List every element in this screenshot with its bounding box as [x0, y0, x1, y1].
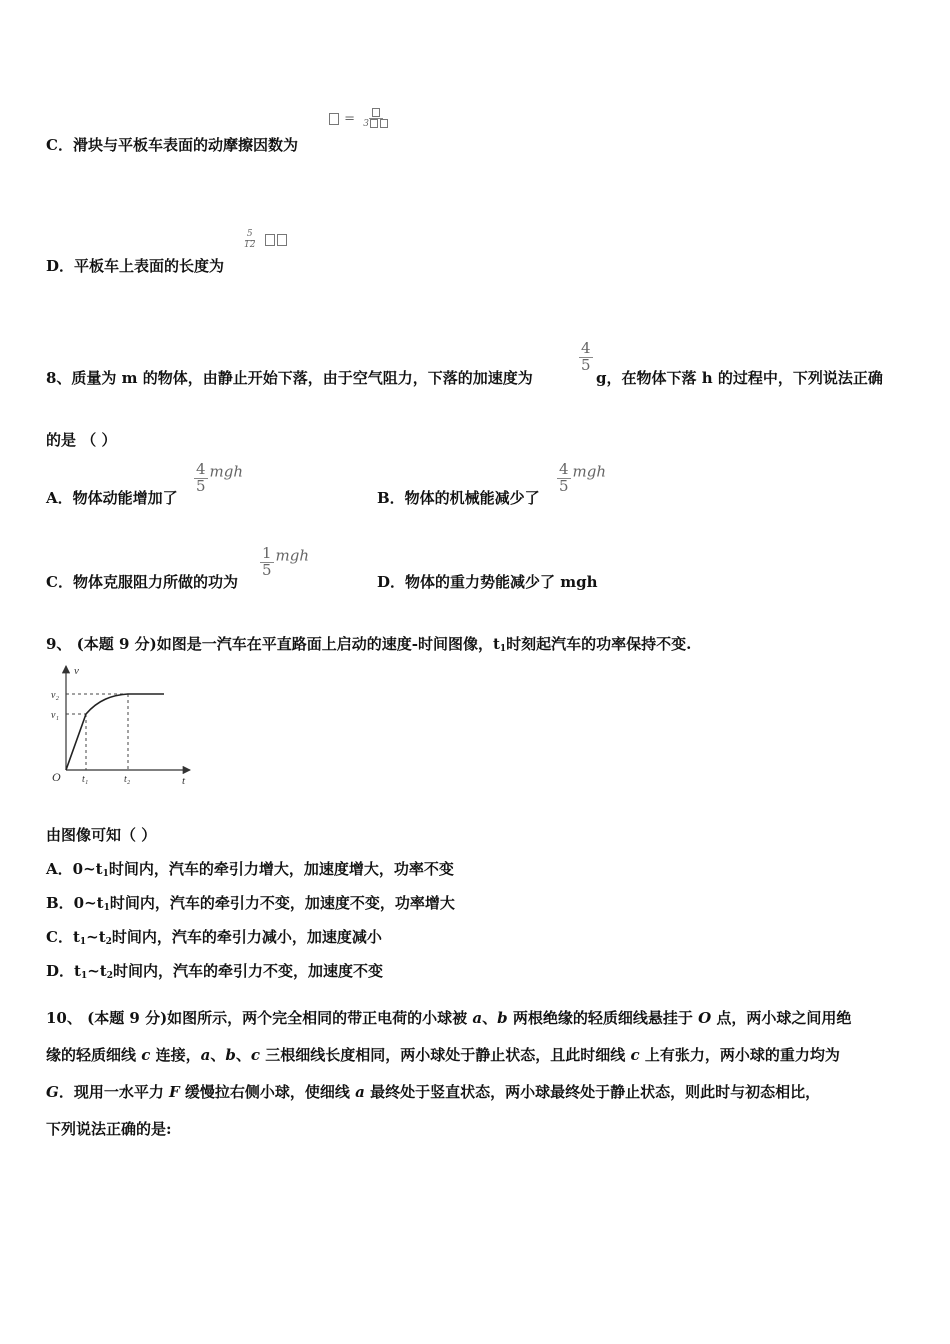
- q7-option-d-text: D．平板车上表面的长度为: [46, 257, 225, 275]
- t-axis-label: t: [182, 775, 186, 787]
- q8-stem-line1: [46, 367, 533, 388]
- q8-option-a-formula: $\frac{4}{5}$ mgh: [196, 460, 244, 495]
- q8-stem-frac: $\frac{4}{5}$: [581, 339, 591, 374]
- q8-option-b-label: B．物体的机械能减少了: [377, 489, 540, 507]
- q7-optd-frac: $\frac{5}{12}$: [244, 229, 256, 250]
- q7-optc-eq: =: [344, 111, 356, 127]
- q9-stem-sub: 1: [499, 644, 507, 654]
- q8-option-a-label: A．物体动能增加了: [46, 489, 178, 507]
- v0-symbol: [265, 234, 275, 246]
- q8-option-b: [377, 487, 540, 508]
- q9-stem-a: 9、 (本题 9 分)如图是一汽车在平直路面上启动的速度-时间图像，t: [46, 635, 500, 653]
- t2-label: t₂: [124, 774, 131, 785]
- q9-option-a: A．$0\sim t_1$时间内，汽车的牵引力增大，加速度增大，功率不变: [46, 860, 454, 879]
- q8-stem-line2-text: 的是 （ ）: [46, 431, 117, 449]
- q9-option-d: D．$t_1\sim t_2$时间内，汽车的牵引力不变，加速度不变: [46, 962, 383, 981]
- q10-line2: 缘的轻质细线 c 连接，a、b、c 三根细线长度相同，两小球处于静止状态，且此时细线 c 上有张力，两小球的重力均为: [46, 1046, 840, 1064]
- q9-option-b: B．$0\sim t_1$时间内，汽车的牵引力不变，加速度不变，功率增大: [46, 894, 455, 913]
- q8-option-a: [46, 487, 178, 508]
- v-axis-label: v: [74, 665, 79, 677]
- q8-stem-part1: 8、质量为 m 的物体，由静止开始下落，由于空气阻力，下落的加速度为: [46, 369, 533, 387]
- q9-option-c: C．$t_1\sim t_2$时间内，汽车的牵引力减小，加速度减小: [46, 928, 382, 947]
- v2-label: v₂: [51, 690, 59, 701]
- q8-option-c: [46, 571, 238, 592]
- q9-stem: [46, 633, 691, 654]
- q10-line3: G．现用一水平力 F 缓慢拉右侧小球，使细线 a 最终处于竖直状态，两小球最终处于静止状态，则此时与初态相比，: [46, 1083, 821, 1101]
- q9-stem-b: 时刻起汽车的功率保持不变.: [506, 635, 692, 653]
- q7-optc-den-prefix: 3: [363, 119, 369, 130]
- origin-label: O: [52, 770, 61, 784]
- q8-option-d: [377, 571, 598, 592]
- q8-stem-part2-wrap: [596, 367, 883, 388]
- q7-option-d: [46, 255, 224, 276]
- q8-stem-part2: g，在物体下落 h 的过程中，下列说法正确: [596, 369, 883, 387]
- mu-symbol: [329, 113, 339, 125]
- q7-optc-frac: [361, 108, 391, 130]
- q10-line4: [46, 1118, 172, 1139]
- t0-symbol: [277, 234, 287, 246]
- q7-option-c-text: C．滑块与平板车表面的动摩擦因数为: [46, 136, 298, 154]
- q7-option-c-formula: [328, 108, 393, 130]
- v1-label: v₁: [51, 710, 59, 721]
- q8-stem-line2: [46, 429, 116, 450]
- q8-option-c-formula: $\frac{1}{5}$ mgh: [262, 544, 310, 579]
- t1-label: t₁: [82, 774, 89, 785]
- q8-option-b-formula: $\frac{4}{5}$ mgh: [559, 460, 607, 495]
- q7-option-d-formula: [240, 230, 288, 250]
- velocity-curve: [66, 694, 164, 770]
- q9-vt-graph: [44, 660, 194, 788]
- q9-prompt-text: 由图像可知（ ）: [46, 826, 157, 844]
- q10-line4-text: 下列说法正确的是:: [46, 1120, 172, 1138]
- q8-option-d-label: D．物体的重力势能减少了 mgh: [377, 573, 598, 591]
- q10-line1: 10、 (本题 9 分)如图所示，两个完全相同的带正电荷的小球被 a、b 两根绝缘的轻质细线悬挂于 O 点，两小球之间用绝: [46, 1009, 852, 1027]
- q8-option-c-label: C．物体克服阻力所做的功为: [46, 573, 238, 591]
- q9-prompt: [46, 824, 156, 845]
- q7-option-c: [46, 134, 298, 155]
